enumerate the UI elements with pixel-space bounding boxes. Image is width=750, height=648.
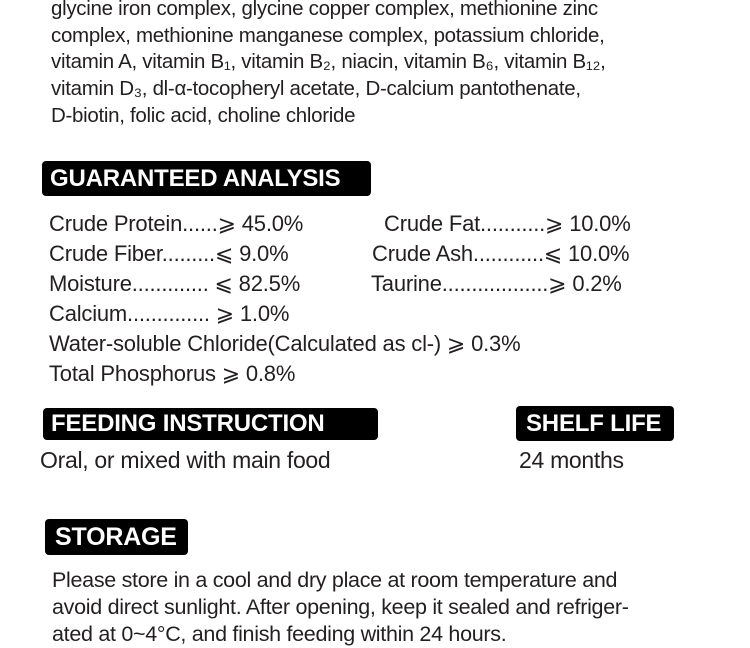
ingredients-line: glycine iron complex, glycine copper complex, methionine zinc (51, 0, 598, 20)
ingredients-line: D-biotin, folic acid, choline chloride (51, 103, 356, 127)
shelf-life-text: 24 months (519, 447, 624, 473)
storage-text (52, 567, 732, 648)
analysis-row-crude-fiber: Crude Fiber.........⩽ 9.0% (49, 241, 289, 266)
analysis-row-taurine: Taurine..................⩾ 0.2% (371, 271, 622, 296)
analysis-row-water-soluble-chloride: Water-soluble Chloride(Calculated as cl-) ⩾ 0.3% (49, 331, 521, 356)
analysis-row-total-phosphorus: Total Phosphorus ⩾ 0.8% (49, 361, 296, 386)
analysis-row-calcium: Calcium.............. ⩾ 1.0% (49, 301, 290, 326)
ingredients-line: complex, methionine manganese complex, potassium chloride, (51, 23, 605, 47)
analysis-row-crude-protein: Crude Protein......⩾ 45.0% (49, 211, 304, 236)
feeding-instruction-heading: FEEDING INSTRUCTION (43, 408, 378, 440)
storage-line: ated at 0~4°C, and finish feeding within 24 hours. (52, 622, 507, 646)
ingredients-list (51, 0, 731, 130)
storage-line: avoid direct sunlight. After opening, keep it sealed and refriger- (52, 595, 629, 619)
feeding-instruction-text: Oral, or mixed with main food (40, 447, 331, 473)
analysis-row-crude-fat: Crude Fat...........⩾ 10.0% (384, 211, 631, 236)
ingredients-line: vitamin A, vitamin B₁, vitamin B₂, niacin, vitamin B₆, vitamin B₁₂, (51, 50, 606, 74)
analysis-row-moisture: Moisture............. ⩽ 82.5% (49, 271, 301, 296)
guaranteed-analysis-heading: GUARANTEED ANALYSIS (42, 161, 371, 196)
analysis-row-crude-ash: Crude Ash............⩽ 10.0% (372, 241, 630, 266)
storage-heading: STORAGE (45, 519, 188, 555)
ingredients-line: vitamin D₃, dl-α-tocopheryl acetate, D-calcium pantothenate, (51, 77, 581, 101)
storage-line: Please store in a cool and dry place at room temperature and (52, 568, 618, 592)
shelf-life-heading: SHELF LIFE (516, 406, 674, 441)
